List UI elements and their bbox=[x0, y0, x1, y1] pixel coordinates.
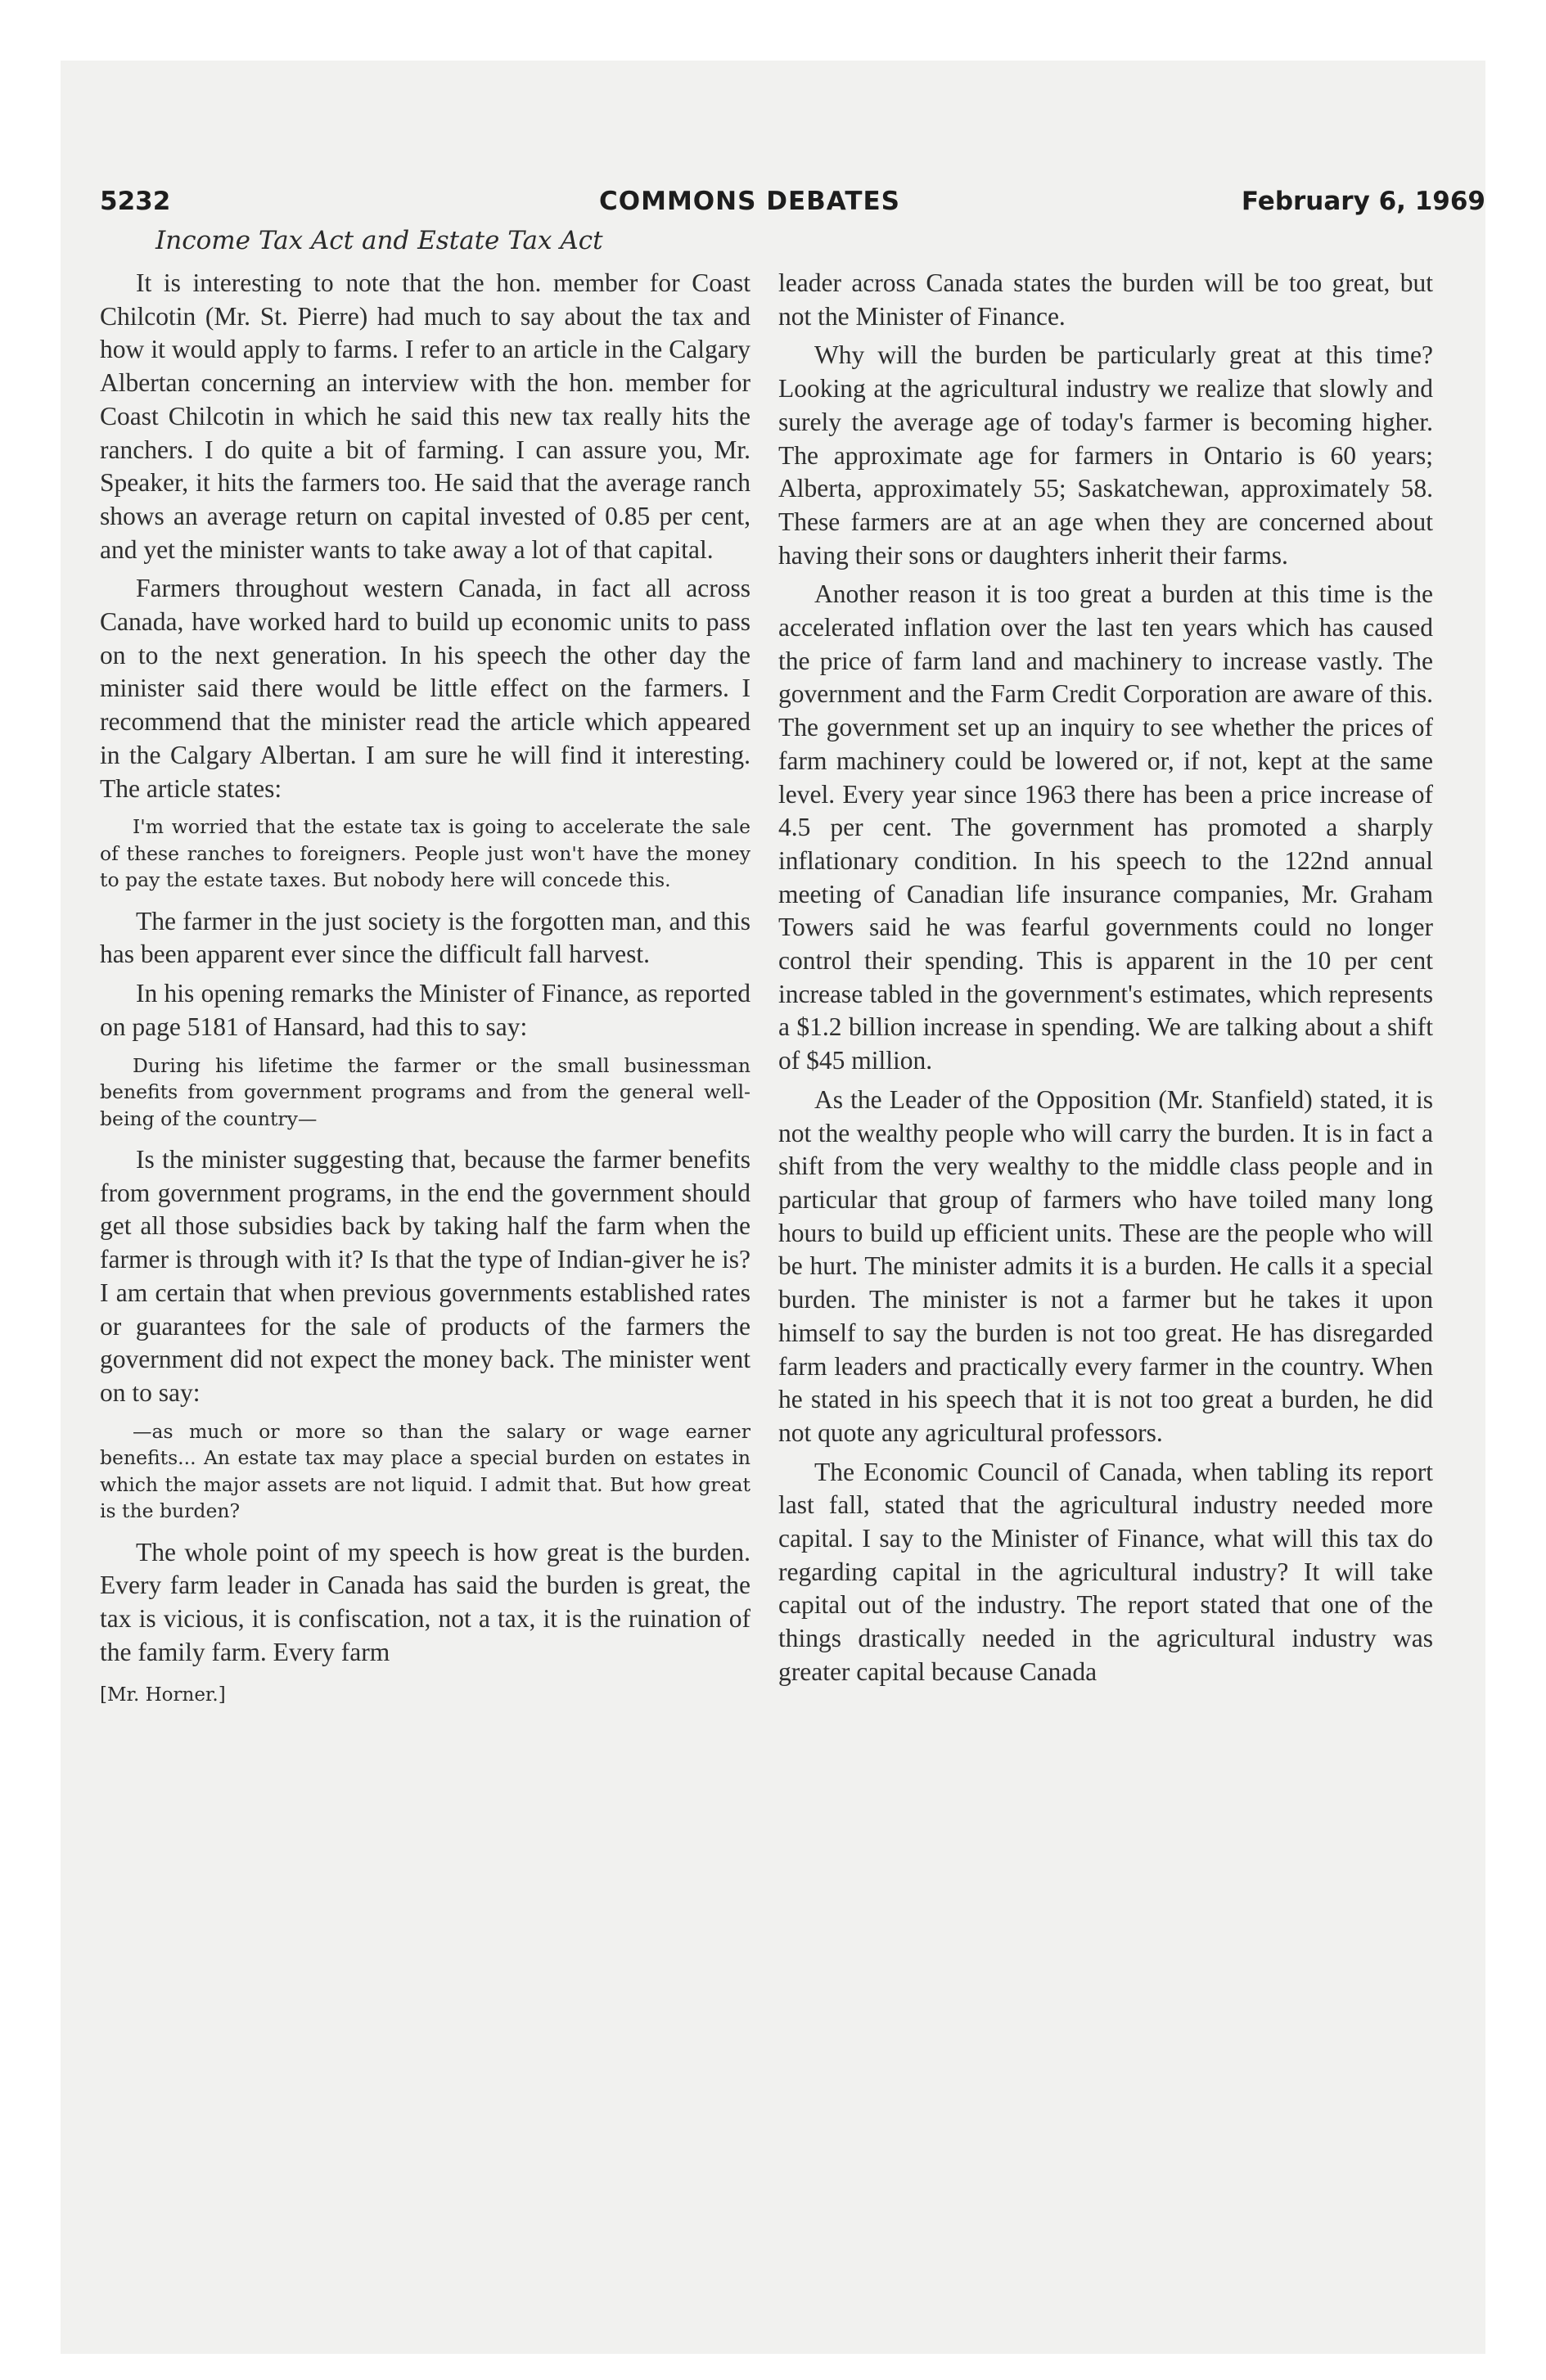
left-column bbox=[100, 267, 750, 1707]
paragraph: It is interesting to note that the hon. member for Coast Chilcotin (Mr. St. Pierre) had much to say about the tax and how it would apply to farms. I refer to an article in the Calgary Albertan concerning an interview with the hon. member for Coast Chilcotin in which he said this new tax really hits the ranchers. I do quite a bit of farming. I can assure you, Mr. Speaker, it hits the farmers too. He said that the average ranch shows an average return on capital invested of 0.85 per cent, and yet the minister wants to take away a lot of that capital. bbox=[100, 268, 750, 564]
block-quote: During his lifetime the farmer or the small businessman benefits from government programs and from the general well-being of the country— bbox=[100, 1053, 750, 1130]
paragraph: Farmers throughout western Canada, in fact all across Canada, have worked hard to build up economic units to pass on to the next generation. In his speech the other day the minister said there would be little effect on the farmers. I recommend that the minister read the article which appeared in the Calgary Albertan. I am sure he will find it interesting. The article states: bbox=[100, 574, 750, 803]
journal-title: COMMONS DEBATES bbox=[599, 187, 900, 216]
paragraph: The Economic Council of Canada, when tabling its report last fall, stated that the agricultural industry needed more capital. I say to the Minister of Finance, what will this tax do regarding capital in the agricultural industry? It will take capital out of the industry. The report stated that one of the things drastically needed in the agricultural industry was greater capital because Canada bbox=[778, 1457, 1433, 1686]
block-quote: —as much or more so than the salary or wage earner benefits... An estate tax may place a special burden on estates in which the major assets are not liquid. I admit that. But how great is the burden? bbox=[100, 1419, 750, 1523]
paragraph: Another reason it is too great a burden at this time is the accelerated inflation over the last ten years which has caused the price of farm land and machinery to increase vastly. The government and the Farm Credit Corporation are aware of this. The government set up an inquiry to see whether the prices of farm machinery could be lowered or, if not, kept at the same level. Every year since 1963 there has been a price increase of 4.5 per cent. The government has promoted a sharply inflationary condition. In his speech to the 122nd annual meeting of Canadian life insurance companies, Mr. Graham Towers said he was fearful governments could no longer control their spending. This is apparent in the 10 per cent increase tabled in the government's estimates, which represents a $1.2 billion increase in spending. We are talking about a shift of $45 million. bbox=[778, 579, 1433, 1075]
paragraph: Is the minister suggesting that, because the farmer benefits from government programs, in the end the government should get all those subsidies back by taking half the farm when the farmer is through with it? Is that the type of Indian-giver he is? I am certain that when previous governments established rates or guarantees for the sale of products of the farmers the government did not expect the money back. The minister went on to say: bbox=[100, 1145, 750, 1407]
section-title: Income Tax Act and Estate Tax Act bbox=[156, 226, 603, 255]
paragraph: The farmer in the just society is the forgotten man, and this has been apparent ever since the difficult fall harvest. bbox=[100, 906, 750, 969]
page-date: February 6, 1969 bbox=[1241, 187, 1485, 216]
block-quote: I'm worried that the estate tax is going to accelerate the sale of these ranches to foreigners. People just won't have the money to pay the estate taxes. But nobody here will concede this. bbox=[100, 815, 750, 892]
paragraph: Why will the burden be particularly great at this time? Looking at the agricultural industry we realize that slowly and surely the average age of today's farmer is becoming higher. The approximate age for farmers in Ontario is 60 years; Alberta, approximately 55; Saskatchewan, approximately 58. These farmers are at an age when they are concerned about having their sons or daughters inherit their farms. bbox=[778, 340, 1433, 570]
paragraph: In his opening remarks the Minister of Finance, as reported on page 5181 of Hansard, had this to say: bbox=[100, 979, 750, 1041]
paragraph: As the Leader of the Opposition (Mr. Stanfield) stated, it is not the wealthy people who will carry the burden. It is in fact a shift from the very wealthy to the middle class people and in particular that group of farmers who have toiled many long hours to build up efficient units. These are the people who will be hurt. The minister admits it is a burden. He calls it a special burden. The minister is not a farmer but he takes it upon himself to say the burden is not too great. He has disregarded farm leaders and practically every farmer in the country. When he stated in his speech that it is not too great a burden, he did not quote any agricultural professors. bbox=[778, 1084, 1433, 1447]
paragraph: The whole point of my speech is how great is the burden. Every farm leader in Canada has said the burden is great, the tax is vicious, it is confiscation, not a tax, it is the ruination of the family farm. Every farm bbox=[100, 1537, 750, 1666]
page-number: 5232 bbox=[100, 187, 171, 216]
right-column bbox=[778, 267, 1433, 1689]
paragraph: leader across Canada states the burden will be too great, but not the Minister of Finance. bbox=[778, 268, 1433, 331]
speaker-attribution: [Mr. Horner.] bbox=[100, 1684, 226, 1706]
